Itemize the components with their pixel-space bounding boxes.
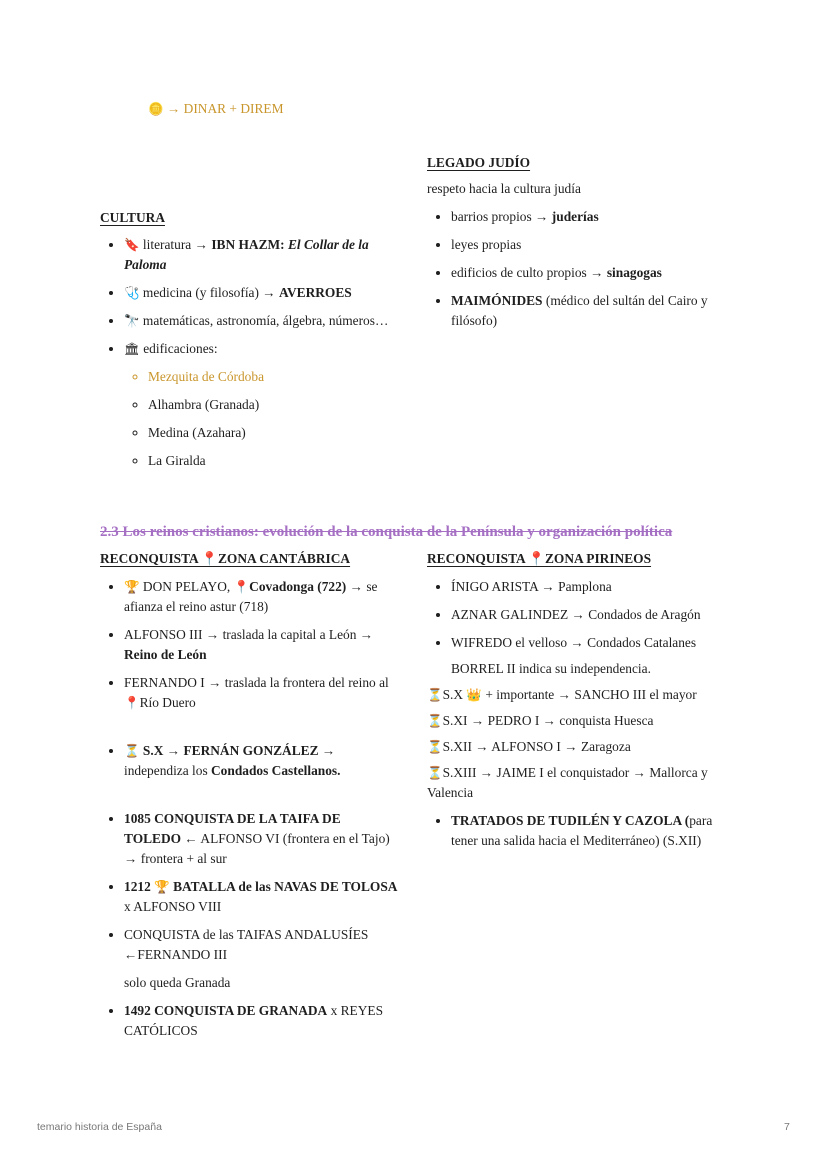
cultura-section: [100, 208, 395, 471]
trophy-icon: 🏆: [154, 879, 170, 894]
list-item: • 🏆 DON PELAYO, 📍Covadonga (722) → se afianza el reino astur (718): [124, 577, 400, 617]
list-item: • 1212 🏆 BATALLA de las NAVAS DE TOLOSA x ALFONSO VIII: [124, 877, 400, 917]
list-item: • ⏳ S.X → FERNÁN GONZÁLEZ → independiza los Condados Castellanos.: [124, 741, 400, 781]
hourglass-icon: ⏳: [427, 765, 443, 780]
legado-judio-list: [427, 207, 727, 331]
pirineos-sxi: ⏳S.XI → PEDRO I → conquista Huesca: [427, 713, 654, 728]
footer-title: temario historia de España: [37, 1121, 162, 1133]
trophy-icon: 🏆: [124, 579, 140, 594]
cultura-heading: CULTURA: [100, 210, 165, 225]
list-item: • edificios de culto propios → sinagogas: [451, 263, 727, 283]
pirineos-sx: ⏳S.X 👑 + importante → SANCHO III el mayor: [427, 687, 697, 702]
list-item: ◦ Medina (Azahara): [148, 423, 395, 443]
list-item: ◦ La Giralda: [148, 451, 395, 471]
hourglass-icon: ⏳: [427, 713, 443, 728]
list-item: ◦ Alhambra (Granada): [148, 395, 395, 415]
hourglass-icon: ⏳: [427, 739, 443, 754]
stethoscope-icon: 🩺: [124, 285, 140, 300]
bookmark-icon: 🔖: [124, 237, 140, 252]
pirineos-heading: RECONQUISTA 📍ZONA PIRINEOS: [427, 551, 652, 566]
list-item: ◦ Mezquita de Córdoba: [148, 367, 395, 387]
legado-judio-heading: LEGADO JUDÍO: [427, 155, 531, 170]
telescope-icon: 🔭: [124, 313, 140, 328]
list-item: • AZNAR GALINDEZ → Condados de Aragón: [451, 605, 727, 625]
list-item: • 🔖 literatura → IBN HAZM: El Collar de la Paloma: [124, 235, 395, 275]
list-item: • 🩺 medicina (y filosofía) → AVERROES: [124, 283, 395, 303]
list-item: • MAIMÓNIDES (médico del sultán del Cairo y filósofo): [451, 291, 727, 331]
list-item: • ÍNIGO ARISTA → Pamplona: [451, 577, 727, 597]
coin-icon: 🪙: [148, 101, 164, 116]
crown-icon: 👑: [466, 687, 482, 702]
cantabrica-heading: RECONQUISTA 📍ZONA CANTÁBRICA: [100, 551, 351, 566]
list-item: • 1492 CONQUISTA DE GRANADA x REYES CATÓLICOS: [124, 1001, 400, 1041]
cantabrica-list: [100, 577, 400, 1041]
section-title: 2.3 Los reinos cristianos: evolución de la conquista de la Península y organización política: [100, 524, 673, 540]
hourglass-icon: ⏳: [124, 743, 140, 758]
list-item: • WIFREDO el velloso → Condados Catalanes BORREL II indica su independencia.: [451, 633, 727, 679]
pin-icon: 📍: [124, 695, 140, 710]
currency-text: → DINAR + DIREM: [166, 101, 284, 116]
cantabrica-section: [100, 549, 400, 1041]
list-item: • barrios propios → juderías: [451, 207, 727, 227]
hourglass-icon: ⏳: [427, 687, 443, 702]
pin-icon: 📍: [233, 579, 250, 594]
legado-judio-intro: respeto hacia la cultura judía: [427, 181, 581, 196]
list-item: • 🔭 matemáticas, astronomía, álgebra, números…: [124, 311, 395, 331]
cultura-list: [100, 235, 395, 471]
list-item: • TRATADOS DE TUDILÉN Y CAZOLA (para tener una salida hacia el Mediterráneo) (S.XII): [451, 811, 727, 851]
currency-line: [148, 99, 283, 119]
pirineos-list: [427, 577, 727, 679]
page-number: 7: [784, 1121, 790, 1133]
list-item: • ALFONSO III → traslada la capital a León → Reino de León: [124, 625, 400, 665]
pirineos-sxiii: ⏳S.XIII → JAIME I el conquistador → Mallorca y Valencia: [427, 765, 708, 800]
list-item: • CONQUISTA de las TAIFAS ANDALUSÍES ←FERNANDO III solo queda Granada: [124, 925, 400, 993]
list-item: • FERNANDO I → traslada la frontera del reino al 📍Río Duero: [124, 673, 400, 713]
list-item: • 🏛 edificaciones: ◦ Mezquita de Córdoba ◦ Alhambra (Granada) ◦ Medina (Azahara) ◦ La Giralda: [124, 339, 395, 471]
pirineos-section: [427, 549, 727, 851]
list-item: • leyes propias: [451, 235, 727, 255]
pirineos-sxii: ⏳S.XII → ALFONSO I → Zaragoza: [427, 739, 631, 754]
edificios-list: [124, 367, 395, 471]
building-icon: 🏛: [124, 341, 140, 356]
list-item: • 1085 CONQUISTA DE LA TAIFA DE TOLEDO ← ALFONSO VI (frontera en el Tajo) → frontera + al sur: [124, 809, 400, 869]
tratados-list: [427, 811, 727, 851]
legado-judio-section: [427, 153, 727, 331]
